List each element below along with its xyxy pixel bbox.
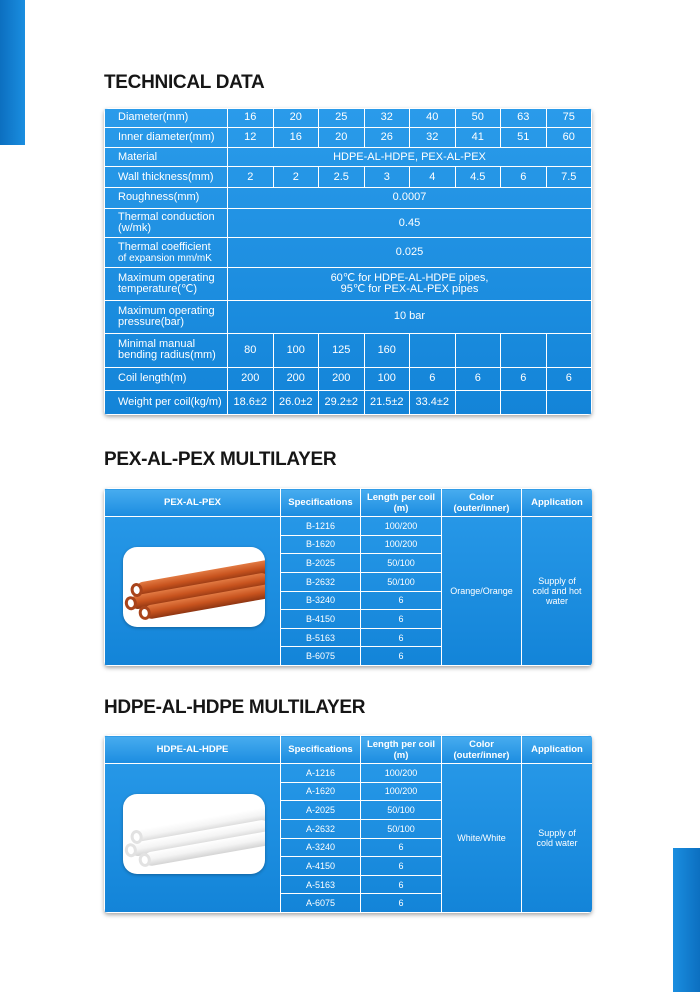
pex-header-cell: Application bbox=[522, 489, 593, 517]
tech-value-cell bbox=[501, 390, 547, 414]
tech-row-label bbox=[105, 109, 228, 128]
hdpe-panel bbox=[104, 735, 592, 913]
tech-value-cell: 29.2±2 bbox=[319, 390, 365, 414]
tech-value-cell: 7.5 bbox=[546, 167, 592, 188]
tech-value-cell bbox=[546, 390, 592, 414]
hdpe-table bbox=[104, 735, 592, 913]
spec-cell: A-2025 bbox=[281, 801, 361, 820]
tech-row-label bbox=[105, 148, 228, 167]
tech-value-cell: 21.5±2 bbox=[364, 390, 410, 414]
tech-label-line: of expansion mm/mK bbox=[118, 252, 212, 264]
tech-span-line: 60℃ for HDPE-AL-HDPE pipes, bbox=[330, 271, 489, 284]
spec-cell: A-5163 bbox=[281, 875, 361, 894]
tech-span-cell bbox=[228, 267, 592, 300]
pex-table bbox=[104, 488, 592, 666]
tech-value-cell: 16 bbox=[228, 109, 274, 128]
tech-label-line: Minimal manual bbox=[118, 338, 196, 351]
tech-value-cell: 100 bbox=[273, 333, 319, 367]
tech-row bbox=[105, 390, 592, 414]
header-row bbox=[105, 736, 593, 764]
table-row bbox=[105, 517, 593, 536]
spec-cell: B-1620 bbox=[281, 535, 361, 554]
length-cell: 6 bbox=[361, 894, 442, 913]
tech-row bbox=[105, 267, 592, 300]
tech-label-line: Maximum operating bbox=[118, 304, 215, 317]
tech-label-line: pressure(bar) bbox=[118, 315, 185, 328]
length-cell: 6 bbox=[361, 647, 442, 666]
tech-row-label bbox=[105, 238, 228, 268]
spec-cell: A-4150 bbox=[281, 857, 361, 876]
tech-row bbox=[105, 127, 592, 148]
tech-value-cell: 26.0±2 bbox=[273, 390, 319, 414]
length-cell: 100/200 bbox=[361, 782, 442, 801]
tech-value-cell bbox=[546, 333, 592, 367]
tech-row bbox=[105, 208, 592, 238]
tech-value-cell: 200 bbox=[273, 367, 319, 390]
tech-value-cell: 50 bbox=[455, 109, 501, 128]
hdpe-header-cell: Color (outer/inner) bbox=[442, 736, 522, 764]
tech-row bbox=[105, 367, 592, 390]
tech-value-cell: 40 bbox=[410, 109, 456, 128]
tech-value-cell: 41 bbox=[455, 127, 501, 148]
application-cell: Supply of cold water bbox=[522, 764, 593, 913]
tech-row bbox=[105, 300, 592, 333]
tech-row-label bbox=[105, 167, 228, 188]
tech-value-cell: 6 bbox=[546, 367, 592, 390]
tech-span-line: 95℃ for PEX-AL-PEX pipes bbox=[340, 282, 479, 295]
header-row bbox=[105, 489, 593, 517]
tech-value-cell: 20 bbox=[273, 109, 319, 128]
pex-panel bbox=[104, 488, 592, 666]
right-accent-bar bbox=[673, 848, 700, 992]
tech-value-cell bbox=[455, 390, 501, 414]
tech-span-cell: 0.45 bbox=[228, 208, 592, 238]
color-cell: Orange/Orange bbox=[442, 517, 522, 666]
application-cell: Supply of cold and hot water bbox=[522, 517, 593, 666]
spec-cell: A-2632 bbox=[281, 819, 361, 838]
tech-value-cell: 26 bbox=[364, 127, 410, 148]
spec-cell: B-5163 bbox=[281, 628, 361, 647]
tech-row bbox=[105, 238, 592, 268]
tech-value-cell: 100 bbox=[364, 367, 410, 390]
tech-span-cell: 0.025 bbox=[228, 238, 592, 268]
tech-label-line: Roughness(mm) bbox=[118, 191, 200, 204]
tech-label-line: Inner diameter(mm) bbox=[118, 131, 215, 144]
tech-row bbox=[105, 109, 592, 128]
tech-row-label bbox=[105, 208, 228, 238]
spec-cell: B-2025 bbox=[281, 554, 361, 573]
tech-value-cell bbox=[455, 333, 501, 367]
tech-value-cell: 60 bbox=[546, 127, 592, 148]
tech-value-cell: 51 bbox=[501, 127, 547, 148]
pex-header-cell: Color (outer/inner) bbox=[442, 489, 522, 517]
tech-value-cell: 4 bbox=[410, 167, 456, 188]
technical-data-heading: TECHNICAL DATA bbox=[104, 72, 265, 93]
hdpe-header-cell: Length per coil (m) bbox=[361, 736, 442, 764]
spec-cell: B-4150 bbox=[281, 610, 361, 629]
pex-heading: PEX-AL-PEX MULTILAYER bbox=[104, 449, 337, 470]
tech-label-line: Thermal coefficient bbox=[118, 240, 211, 253]
white-pipe-image bbox=[123, 794, 265, 874]
technical-data-panel bbox=[104, 108, 592, 415]
spec-cell: B-3240 bbox=[281, 591, 361, 610]
pex-header-cell: PEX-AL-PEX bbox=[105, 489, 281, 517]
tech-row-label bbox=[105, 267, 228, 300]
tech-value-cell: 32 bbox=[364, 109, 410, 128]
tech-value-cell: 4.5 bbox=[455, 167, 501, 188]
tech-label-line: Maximum operating bbox=[118, 271, 215, 284]
length-cell: 100/200 bbox=[361, 517, 442, 536]
tech-value-cell: 75 bbox=[546, 109, 592, 128]
tech-value-cell: 6 bbox=[501, 167, 547, 188]
length-cell: 100/200 bbox=[361, 764, 442, 783]
pex-image-cell bbox=[105, 517, 281, 666]
tech-value-cell: 12 bbox=[228, 127, 274, 148]
tech-value-cell: 3 bbox=[364, 167, 410, 188]
length-cell: 6 bbox=[361, 857, 442, 876]
tech-label-line: Weight per coil(kg/m) bbox=[118, 395, 222, 408]
tech-row-label bbox=[105, 300, 228, 333]
tech-value-cell: 20 bbox=[319, 127, 365, 148]
spec-cell: A-3240 bbox=[281, 838, 361, 857]
tech-row-label bbox=[105, 333, 228, 367]
hdpe-header-cell: Specifications bbox=[281, 736, 361, 764]
length-cell: 50/100 bbox=[361, 801, 442, 820]
pex-header-cell: Specifications bbox=[281, 489, 361, 517]
orange-pipe-image bbox=[123, 547, 265, 627]
length-cell: 100/200 bbox=[361, 535, 442, 554]
tech-value-cell: 6 bbox=[455, 367, 501, 390]
tech-value-cell: 200 bbox=[319, 367, 365, 390]
tech-value-cell: 125 bbox=[319, 333, 365, 367]
table-row bbox=[105, 764, 593, 783]
tech-row-label bbox=[105, 390, 228, 414]
tech-value-cell: 32 bbox=[410, 127, 456, 148]
tech-row bbox=[105, 148, 592, 167]
length-cell: 6 bbox=[361, 838, 442, 857]
tech-value-cell: 18.6±2 bbox=[228, 390, 274, 414]
tech-value-cell: 160 bbox=[364, 333, 410, 367]
hdpe-image-cell bbox=[105, 764, 281, 913]
length-cell: 50/100 bbox=[361, 572, 442, 591]
tech-label-line: (w/mk) bbox=[118, 222, 151, 235]
tech-value-cell: 2 bbox=[273, 167, 319, 188]
tech-value-cell: 2.5 bbox=[319, 167, 365, 188]
spec-cell: A-1216 bbox=[281, 764, 361, 783]
spec-cell: B-6075 bbox=[281, 647, 361, 666]
spec-cell: A-1620 bbox=[281, 782, 361, 801]
tech-value-cell: 80 bbox=[228, 333, 274, 367]
pex-header-cell: Length per coil (m) bbox=[361, 489, 442, 517]
length-cell: 50/100 bbox=[361, 819, 442, 838]
length-cell: 50/100 bbox=[361, 554, 442, 573]
tech-value-cell: 33.4±2 bbox=[410, 390, 456, 414]
tech-label-line: Material bbox=[118, 150, 158, 163]
tech-span-cell: HDPE-AL-HDPE, PEX-AL-PEX bbox=[228, 148, 592, 167]
tech-span-cell: 0.0007 bbox=[228, 187, 592, 208]
hdpe-header-cell: Application bbox=[522, 736, 593, 764]
tech-row-label bbox=[105, 127, 228, 148]
tech-label-line: Thermal conduction bbox=[118, 211, 215, 224]
color-cell: White/White bbox=[442, 764, 522, 913]
tech-row bbox=[105, 167, 592, 188]
tech-label-line: Wall thickness(mm) bbox=[118, 170, 214, 183]
length-cell: 6 bbox=[361, 591, 442, 610]
tech-row-label bbox=[105, 367, 228, 390]
tech-row bbox=[105, 333, 592, 367]
tech-value-cell: 200 bbox=[228, 367, 274, 390]
technical-data-table bbox=[104, 108, 592, 415]
left-accent-bar bbox=[0, 0, 25, 145]
tech-value-cell: 6 bbox=[501, 367, 547, 390]
tech-value-cell bbox=[410, 333, 456, 367]
spec-cell: B-2632 bbox=[281, 572, 361, 591]
tech-value-cell bbox=[501, 333, 547, 367]
hdpe-header-cell: HDPE-AL-HDPE bbox=[105, 736, 281, 764]
length-cell: 6 bbox=[361, 875, 442, 894]
tech-row-label bbox=[105, 187, 228, 208]
tech-value-cell: 16 bbox=[273, 127, 319, 148]
tech-value-cell: 6 bbox=[410, 367, 456, 390]
tech-label-line: Diameter(mm) bbox=[118, 111, 189, 124]
tech-value-cell: 2 bbox=[228, 167, 274, 188]
spec-cell: B-1216 bbox=[281, 517, 361, 536]
length-cell: 6 bbox=[361, 610, 442, 629]
tech-span-cell: 10 bar bbox=[228, 300, 592, 333]
tech-value-cell: 25 bbox=[319, 109, 365, 128]
tech-row bbox=[105, 187, 592, 208]
spec-cell: A-6075 bbox=[281, 894, 361, 913]
length-cell: 6 bbox=[361, 628, 442, 647]
tech-value-cell: 63 bbox=[501, 109, 547, 128]
tech-label-line: temperature(℃) bbox=[118, 282, 197, 295]
hdpe-heading: HDPE-AL-HDPE MULTILAYER bbox=[104, 697, 366, 718]
tech-label-line: bending radius(mm) bbox=[118, 349, 216, 362]
tech-label-line: Coil length(m) bbox=[118, 372, 187, 385]
